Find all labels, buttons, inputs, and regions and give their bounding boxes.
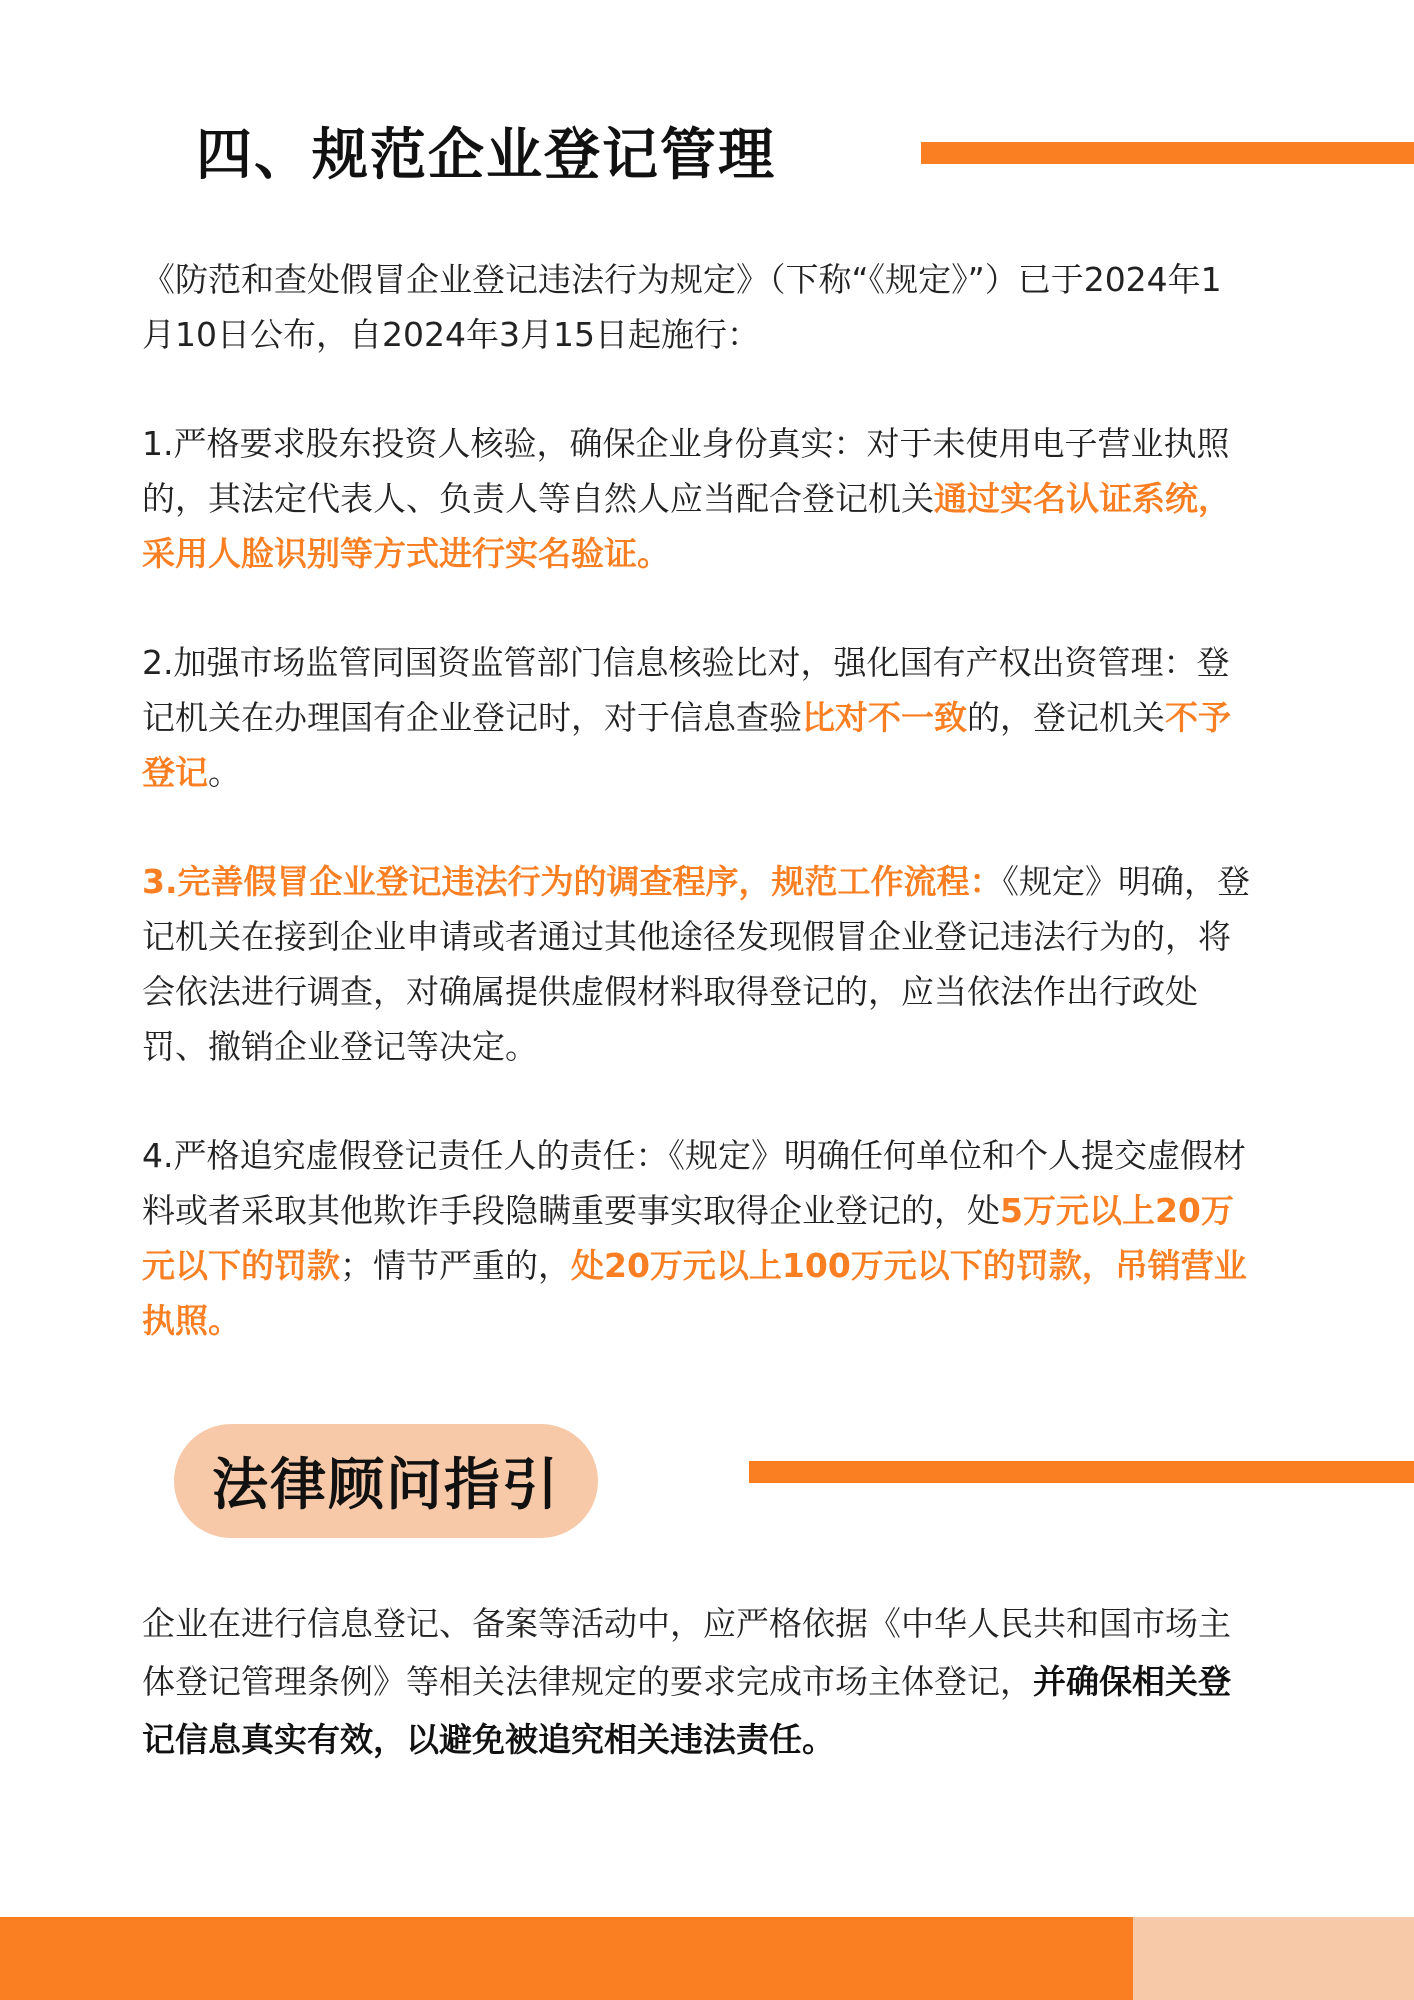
item-3-highlight: 3.完善假冒企业登记违法行为的调查程序，规范工作流程： <box>142 862 1003 901</box>
item-1-text: 1.严格要求股东投资人核验，确保企业身份真实：对于未使用电子营业执照的，其法定代表人、负责人等自然人应当配合登记机关 <box>142 424 1230 518</box>
guide-title-pill <box>174 1424 598 1538</box>
item-2-highlight-a: 比对不一致 <box>802 698 967 737</box>
intro-paragraph <box>142 252 1252 362</box>
guide-bold-text: 并确保相关登记信息真实有效，以避免被追究相关违法责任。 <box>142 1662 1231 1759</box>
item-1-highlight: 通过实名认证系统，采用人脸识别等方式进行实名验证。 <box>142 479 1231 573</box>
item-4-highlight-b: 处20万元以上100万元以下的罚款，吊销营业执照。 <box>142 1246 1247 1340</box>
intro-text: 《防范和查处假冒企业登记违法行为规定》（下称“《规定》”）已于2024年1月10日公布，自2024年3月15日起施行： <box>142 260 1222 354</box>
guide-title: 法律顾问指引 <box>212 1453 560 1518</box>
item-2-text-a: 2.加强市场监管同国资监管部门信息核验比对，强化国有产权出资管理：登记机关在办理国有企业登记时，对于信息查验 <box>142 643 1230 737</box>
item-3-paragraph <box>142 854 1252 1074</box>
item-2-paragraph <box>142 635 1252 800</box>
footer-orange-band <box>0 1917 1133 2000</box>
item-2-text-c: 。 <box>208 753 241 792</box>
item-1-paragraph <box>142 416 1252 581</box>
footer-peach-band <box>1133 1917 1414 2000</box>
guide-paragraph <box>142 1595 1252 1769</box>
item-2-highlight-b: 不予登记 <box>142 698 1231 792</box>
regulation-content <box>142 252 1252 1402</box>
item-4-highlight-a: 5万元以上20万元以下的罚款 <box>142 1191 1234 1285</box>
section-title: 四、规范企业登记管理 <box>196 123 776 188</box>
guide-content <box>142 1595 1252 1769</box>
guide-text: 企业在进行信息登记、备案等活动中，应严格依据《中华人民共和国市场主体登记管理条例》等相关法律规定的要求完成市场主体登记， <box>142 1604 1231 1701</box>
item-4-paragraph <box>142 1128 1252 1348</box>
item-4-text-a: 4.严格追究虚假登记责任人的责任：《规定》明确任何单位和个人提交虚假材料或者采取其他欺诈手段隐瞒重要事实取得企业登记的，处 <box>142 1136 1246 1230</box>
item-3-text: 《规定》明确，登记机关在接到企业申请或者通过其他途径发现假冒企业登记违法行为的，将会依法进行调查，对确属提供虚假材料取得登记的，应当依法作出行政处罚、撤销企业登记等决定。 <box>142 862 1250 1066</box>
title-accent-bar <box>921 142 1414 164</box>
item-2-text-b: 的，登记机关 <box>967 698 1165 737</box>
item-4-text-b: ；情节严重的， <box>340 1246 571 1285</box>
guide-accent-bar <box>749 1461 1414 1483</box>
